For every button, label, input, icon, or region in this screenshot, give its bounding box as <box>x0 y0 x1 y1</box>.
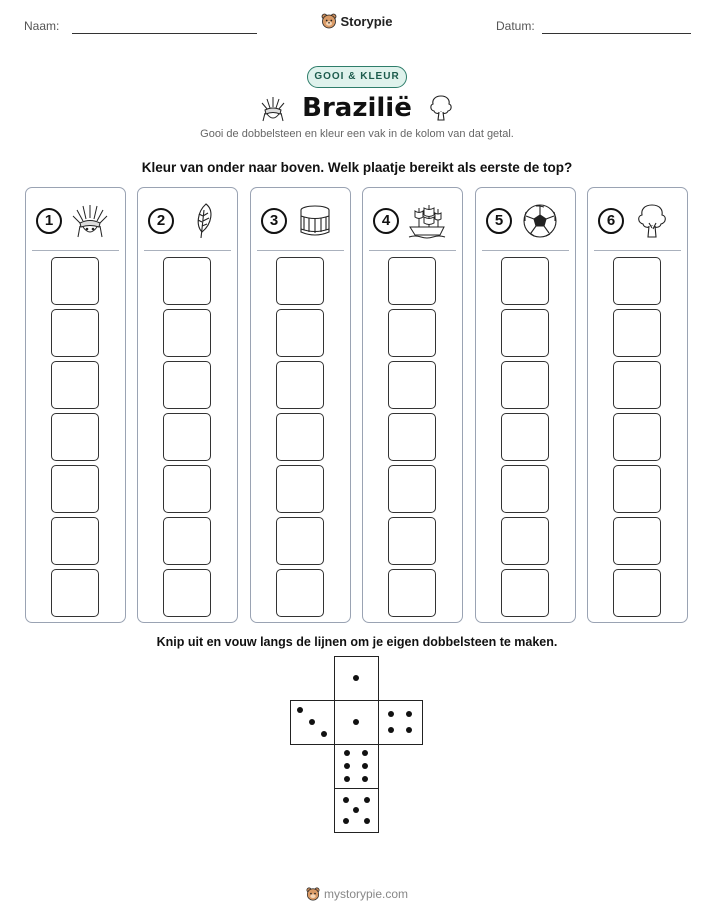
race-column-5 <box>475 187 576 623</box>
soccer-ball-icon <box>520 202 560 240</box>
column-number: 2 <box>148 208 174 234</box>
color-box[interactable] <box>613 257 661 305</box>
dice-pip <box>353 675 359 681</box>
column-number: 6 <box>598 208 624 234</box>
dice-pip <box>364 797 370 803</box>
dice-pip <box>362 776 368 782</box>
color-box[interactable] <box>276 413 324 461</box>
drum-icon <box>295 202 335 240</box>
color-box[interactable] <box>613 569 661 617</box>
color-box[interactable] <box>388 413 436 461</box>
dice-pip <box>343 818 349 824</box>
race-column-3 <box>250 187 351 623</box>
headdress-icon <box>258 93 288 123</box>
color-box[interactable] <box>501 517 549 565</box>
color-box[interactable] <box>388 309 436 357</box>
dice-pip <box>362 763 368 769</box>
dice-pip <box>353 807 359 813</box>
column-divider <box>594 250 681 251</box>
color-box[interactable] <box>51 257 99 305</box>
page-subtitle: Gooi de dobbelsteen en kleur een vak in de kolom van dat getal. <box>200 128 514 140</box>
color-box[interactable] <box>388 517 436 565</box>
color-box[interactable] <box>501 413 549 461</box>
dice-pip <box>406 711 412 717</box>
color-box[interactable] <box>276 309 324 357</box>
race-column-1 <box>25 187 126 623</box>
column-divider <box>369 250 456 251</box>
dice-pip <box>364 818 370 824</box>
instruction-top: Kleur van onder naar boven. Welk plaatje bereikt als eerste de top? <box>141 160 573 175</box>
color-box[interactable] <box>163 413 211 461</box>
race-column-2 <box>137 187 238 623</box>
title-row <box>0 92 714 124</box>
color-box[interactable] <box>51 413 99 461</box>
color-box[interactable] <box>388 361 436 409</box>
column-header <box>26 202 125 240</box>
color-box[interactable] <box>276 257 324 305</box>
column-header <box>251 202 350 240</box>
color-box[interactable] <box>51 309 99 357</box>
color-box[interactable] <box>276 361 324 409</box>
dice-pip <box>344 776 350 782</box>
color-box[interactable] <box>51 569 99 617</box>
color-box[interactable] <box>501 309 549 357</box>
dice-face-3 <box>290 700 335 745</box>
color-box[interactable] <box>501 361 549 409</box>
dice-pip <box>388 711 394 717</box>
dice-pip <box>321 731 327 737</box>
column-divider <box>257 250 344 251</box>
color-box[interactable] <box>276 517 324 565</box>
color-box[interactable] <box>163 465 211 513</box>
dice-pip <box>344 750 350 756</box>
column-header <box>588 202 687 240</box>
name-label: Naam: <box>24 19 60 33</box>
dice-face-5 <box>334 788 379 833</box>
dice-pip <box>343 797 349 803</box>
color-box[interactable] <box>388 569 436 617</box>
column-number: 3 <box>261 208 287 234</box>
column-header <box>363 202 462 240</box>
dice-face-4 <box>378 700 423 745</box>
color-box[interactable] <box>51 465 99 513</box>
color-box[interactable] <box>501 569 549 617</box>
color-box[interactable] <box>276 465 324 513</box>
activity-badge: GOOI & KLEUR <box>307 66 407 88</box>
color-box[interactable] <box>163 569 211 617</box>
dice-pip <box>388 727 394 733</box>
footer <box>0 887 714 904</box>
color-box[interactable] <box>388 257 436 305</box>
dice-face-6 <box>334 744 379 789</box>
dice-pip <box>344 763 350 769</box>
column-divider <box>144 250 231 251</box>
ship-icon <box>407 202 447 240</box>
instruction-bottom: Knip uit en vouw langs de lijnen om je eigen dobbelsteen te maken. <box>156 635 558 649</box>
race-column-4 <box>362 187 463 623</box>
color-box[interactable] <box>163 257 211 305</box>
bear-logo-icon <box>306 887 320 901</box>
dice-face-1 <box>334 700 379 745</box>
dice-pip <box>406 727 412 733</box>
color-box[interactable] <box>163 361 211 409</box>
bear-logo-icon <box>321 13 337 29</box>
column-divider <box>482 250 569 251</box>
column-number: 1 <box>36 208 62 234</box>
color-box[interactable] <box>163 517 211 565</box>
column-number: 4 <box>373 208 399 234</box>
color-box[interactable] <box>163 309 211 357</box>
color-box[interactable] <box>501 257 549 305</box>
color-box[interactable] <box>613 309 661 357</box>
color-box[interactable] <box>501 465 549 513</box>
dice-face-1 <box>334 656 379 701</box>
date-label: Datum: <box>496 19 535 33</box>
page-title: Brazilië <box>302 93 412 123</box>
color-box[interactable] <box>613 413 661 461</box>
race-column-6 <box>587 187 688 623</box>
tree-icon <box>426 93 456 123</box>
color-box[interactable] <box>613 361 661 409</box>
dice-pip <box>309 719 315 725</box>
dice-pip <box>362 750 368 756</box>
headdress-icon <box>70 202 110 240</box>
dice-pip <box>353 719 359 725</box>
footer-url[interactable]: mystorypie.com <box>323 887 409 901</box>
brand-logo <box>0 13 714 34</box>
tree-icon <box>632 202 672 240</box>
color-box[interactable] <box>388 465 436 513</box>
color-box[interactable] <box>613 465 661 513</box>
color-box[interactable] <box>51 517 99 565</box>
color-box[interactable] <box>276 569 324 617</box>
column-header <box>476 202 575 240</box>
dice-pip <box>297 707 303 713</box>
color-box[interactable] <box>51 361 99 409</box>
column-number: 5 <box>486 208 512 234</box>
column-header <box>138 202 237 240</box>
feather-icon <box>182 202 222 240</box>
column-divider <box>32 250 119 251</box>
color-box[interactable] <box>613 517 661 565</box>
brand-name: Storypie <box>340 13 393 29</box>
